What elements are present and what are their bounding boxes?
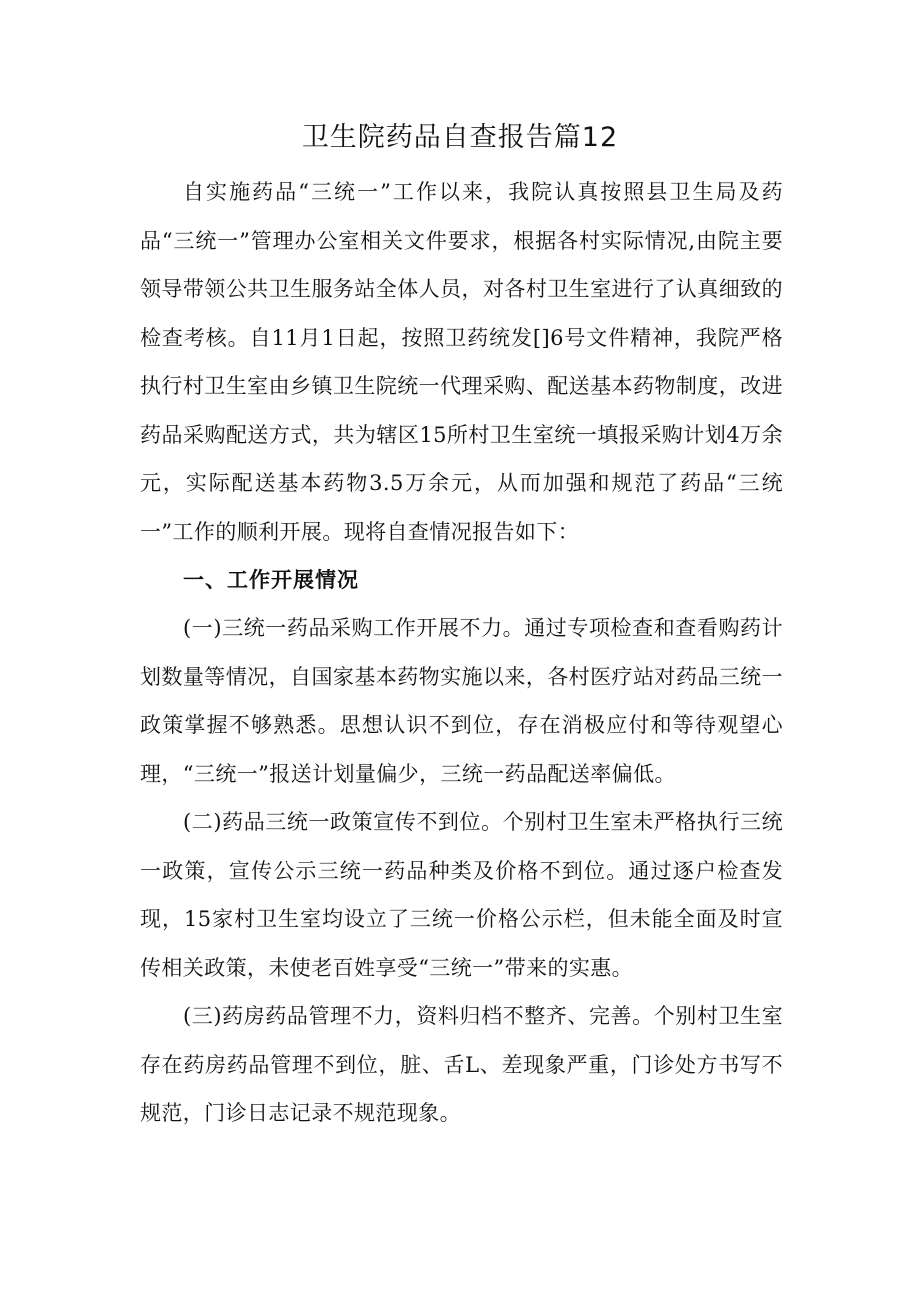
section-heading-work-status: 一、工作开展情况 [183,568,359,592]
document-title: 卫生院药品自查报告篇12 [301,122,619,153]
intro-paragraph: 自实施药品“三统一”工作以来，我院认真按照县卫生局及药品“三统一”管理办公室相关文件要求，根据各村实际情况,由院主要领导带领公共卫生服务站全体人员，对各村卫生室进行了认真细致的检查考核。自11月1日起，按照卫药统发[]6号文件精神，我院严格执行村卫生室由乡镇卫生院统一代理采购、配送基本药物制度，改进药品采购配送方式，共为辖区15所村卫生室统一填报采购计划4万余元，实际配送基本药物3.5万余元，从而加强和规范了药品“三统一”工作的顺利开展。现将自查情况报告如下： [140,180,783,544]
item-paragraph-1: (一)三统一药品采购工作开展不力。通过专项检查和查看购药计划数量等情况，自国家基本药物实施以来，各村医疗站对药品三统一政策掌握不够熟悉。思想认识不到位，存在消极应付和等待观望心理，“三统一”报送计划量偏少，三统一药品配送率偏低。 [140,616,783,786]
item-paragraph-3: (三)药房药品管理不力，资料归档不整齐、完善。个别村卫生室存在药房药品管理不到位，脏、舌L、差现象严重，门诊处方书写不规范，门诊日志记录不规范现象。 [140,1004,783,1125]
item-paragraph-2: (二)药品三统一政策宣传不到位。个别村卫生室未严格执行三统一政策，宣传公示三统一药品种类及价格不到位。通过逐户检查发现，15家村卫生室均设立了三统一价格公示栏，但未能全面及时宣传相关政策，未使老百姓享受“三统一”带来的实惠。 [140,810,783,980]
